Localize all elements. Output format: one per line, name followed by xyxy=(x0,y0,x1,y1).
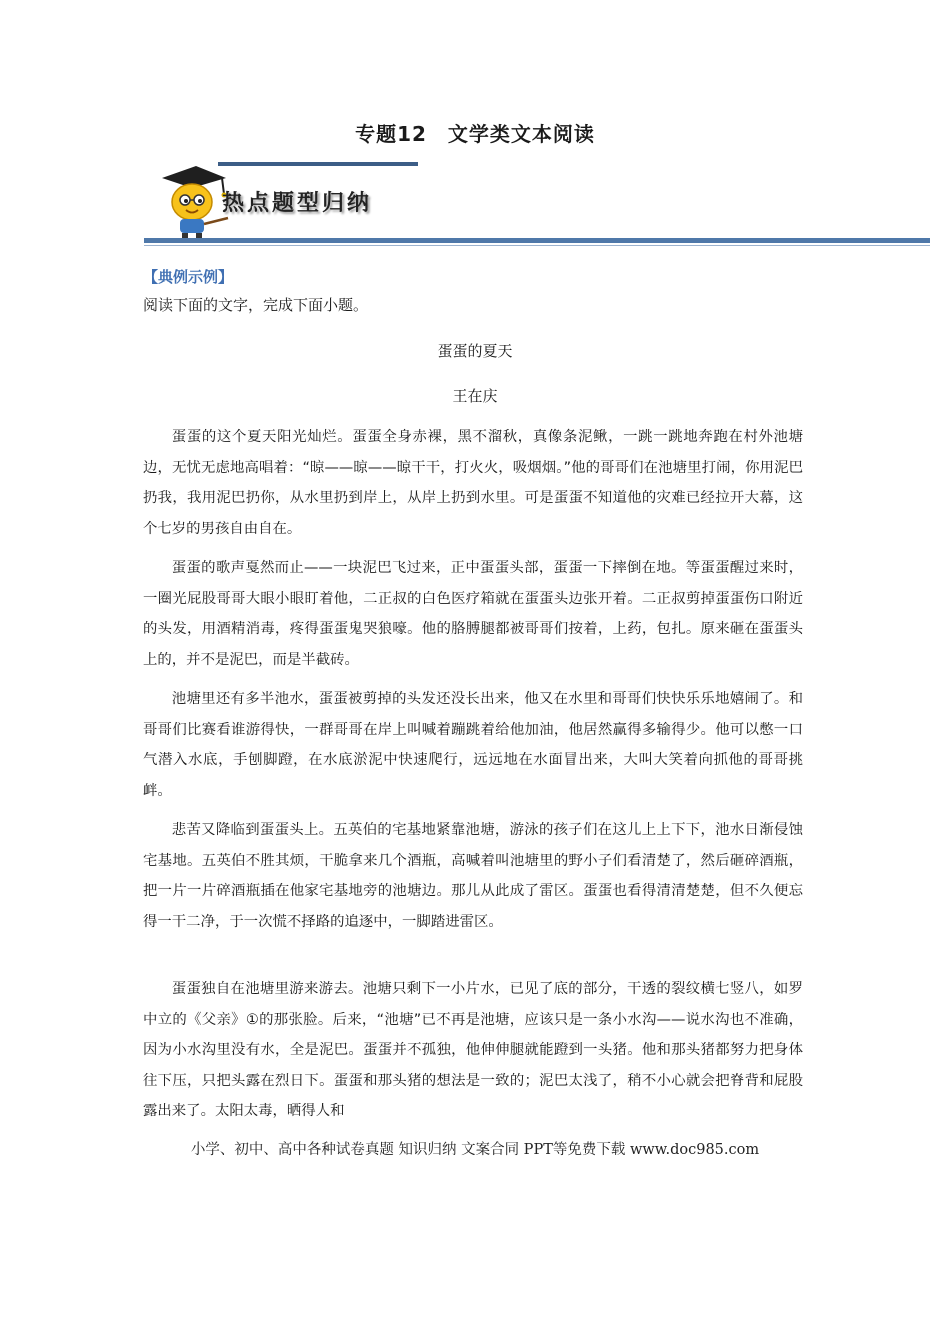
story-paragraph: 蛋蛋独自在池塘里游来游去。池塘只剩下一小片水，已见了底的部分，干透的裂纹横七竖八，如罗中立的《父亲》①的那张脸。后来，“池塘”已不再是池塘，应该只是一条小水沟——说水沟也不准确，因为小水沟里没有水，全是泥巴。蛋蛋并不孤独，他伸伸腿就能蹬到一头猪。他和那头猪都努力把身体往下压，只把头露在烈日下。蛋蛋和那头猪的想法是一致的；泥巴太浅了，稍不小心就会把脊背和屁股露出来了。太阳太毒，晒得人和 xyxy=(143,981,803,1119)
page-title: 专题12 文学类文本阅读 xyxy=(355,122,595,146)
banner-bottom-rule-thin xyxy=(144,245,930,246)
story-paragraph: 蛋蛋的歌声戛然而止——一块泥巴飞过来，正中蛋蛋头部，蛋蛋一下摔倒在地。等蛋蛋醒过来时，一圈光屁股哥哥大眼小眼盯着他，二正叔的白色医疗箱就在蛋蛋头边张开着。二正叔剪掉蛋蛋伤口附近的头发，用酒精消毒，疼得蛋蛋鬼哭狼嚎。他的胳膊腿都被哥哥们按着，上药，包扎。原来砸在蛋蛋头上的，并不是泥巴，而是半截砖。 xyxy=(143,560,803,668)
page-footer: 小学、初中、高中各种试卷真题 知识归纳 文案合同 PPT等免费下载 www.doc985.com xyxy=(190,1142,760,1158)
story-title: 蛋蛋的夏天 xyxy=(437,342,513,360)
banner-label: 热点题型归纳 xyxy=(222,191,373,216)
instruction-text: 阅读下面的文字，完成下面小题。 xyxy=(143,296,369,314)
section-tag: 【典例示例】 xyxy=(143,268,234,286)
story-paragraph: 悲苦又降临到蛋蛋头上。五英伯的宅基地紧靠池塘，游泳的孩子们在这儿上上下下，池水日渐侵蚀宅基地。五英伯不胜其烦，干脆拿来几个酒瓶，高喊着叫池塘里的野小子们看清楚了，然后砸碎酒瓶，把一片一片碎酒瓶插在他家宅基地旁的池塘边。那儿从此成了雷区。蛋蛋也看得清清楚楚，但不久便忘得一干二净，于一次慌不择路的追逐中，一脚踏进雷区。 xyxy=(143,822,803,930)
banner-top-rule xyxy=(218,162,418,166)
story-paragraph: 蛋蛋的这个夏天阳光灿烂。蛋蛋全身赤裸，黑不溜秋，真像条泥鳅，一跳一跳地奔跑在村外池塘边，无忧无虑地高唱着：“晾——晾——晾干干，打火火，吸烟烟。”他的哥哥们在池塘里打闹，你用泥巴扔我，我用泥巴扔你，从水里扔到岸上，从岸上扔到水里。可是蛋蛋不知道他的灾难已经拉开大幕，这个七岁的男孩自由自在。 xyxy=(143,429,803,537)
banner-bottom-rule xyxy=(144,238,930,243)
graduate-mascot-icon xyxy=(152,164,232,240)
story-paragraph: 池塘里还有多半池水，蛋蛋被剪掉的头发还没长出来，他又在水里和哥哥们快快乐乐地嬉闹了。和哥哥们比赛看谁游得快，一群哥哥在岸上叫喊着蹦跳着给他加油，他居然赢得多输得少。他可以憋一口气潜入水底，手刨脚蹬，在水底淤泥中快速爬行，远远地在水面冒出来，大叫大笑着向抓他的哥哥挑衅。 xyxy=(143,691,803,799)
story-author: 王在庆 xyxy=(452,387,498,405)
section-banner xyxy=(140,158,940,250)
